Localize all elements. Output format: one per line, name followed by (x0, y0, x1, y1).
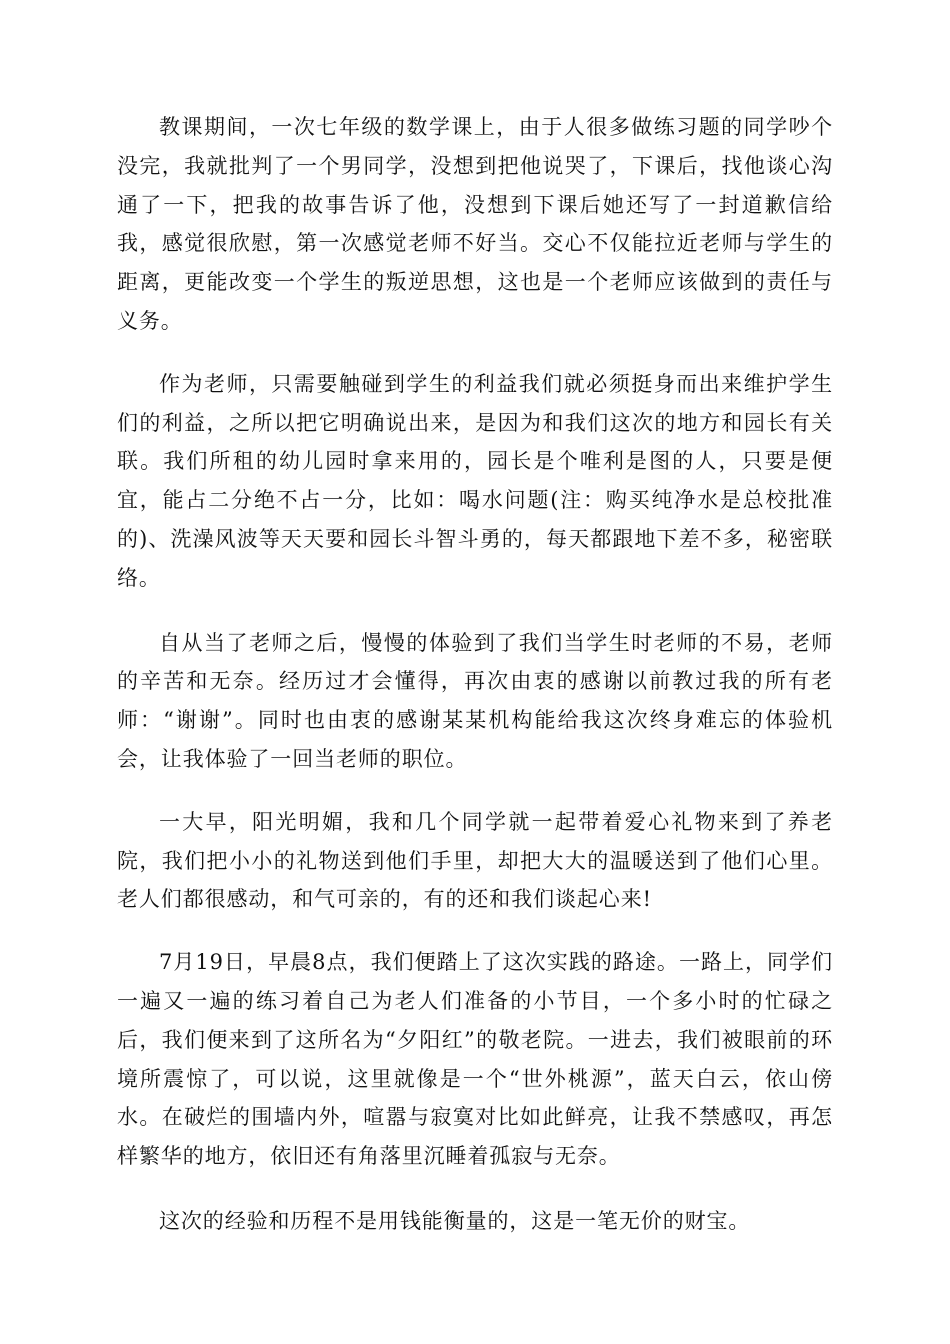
paragraph-5: 7月19日，早晨8点，我们便踏上了这次实践的路途。一路上，同学们一遍又一遍的练习着自己为老人们准备的小节目，一个多小时的忙碌之后，我们便来到了这所名为“夕阳红”的敬老院。一进去，我们被眼前的环境所震惊了，可以说，这里就像是一个“世外桃源”，蓝天白云，依山傍水。在破烂的围墙内外，喧嚣与寂寞对比如此鲜亮，让我不禁感叹，再怎样繁华的地方，依旧还有角落里沉睡着孤寂与无奈。 (117, 950, 833, 1169)
paragraph-6: 这次的经验和历程不是用钱能衡量的，这是一笔无价的财宝。 (159, 1208, 751, 1233)
paragraph-4: 一大早，阳光明媚，我和几个同学就一起带着爱心礼物来到了养老院，我们把小小的礼物送到他们手里，却把大大的温暖送到了他们心里。老人们都很感动，和气可亲的，有的还和我们谈起心来! (117, 809, 833, 912)
paragraph-2: 作为老师，只需要触碰到学生的利益我们就必须挺身而出来维护学生们的利益，之所以把它明确说出来，是因为和我们这次的地方和园长有关联。我们所租的幼儿园时拿来用的，园长是个唯利是图的人，只要是便宜，能占二分绝不占一分，比如：喝水问题(注：购买纯净水是总校批准的)、洗澡风波等天天要和园长斗智斗勇的，每天都跟地下差不多，秘密联络。 (117, 371, 833, 590)
paragraph-1: 教课期间，一次七年级的数学课上，由于人很多做练习题的同学吵个没完，我就批判了一个男同学，没想到把他说哭了，下课后，找他谈心沟通了一下，把我的故事告诉了他，没想到下课后她还写了一封道歉信给我，感觉很欣慰，第一次感觉老师不好当。交心不仅能拉近老师与学生的距离，更能改变一个学生的叛逆思想，这也是一个老师应该做到的责任与义务。 (117, 115, 833, 333)
paragraph-3: 自从当了老师之后，慢慢的体验到了我们当学生时老师的不易，老师的辛苦和无奈。经历过才会懂得，再次由衷的感谢以前教过我的所有老师：“谢谢”。同时也由衷的感谢某某机构能给我这次终身难忘的体验机会，让我体验了一回当老师的职位。 (117, 630, 833, 771)
document-page (117, 108, 833, 1271)
